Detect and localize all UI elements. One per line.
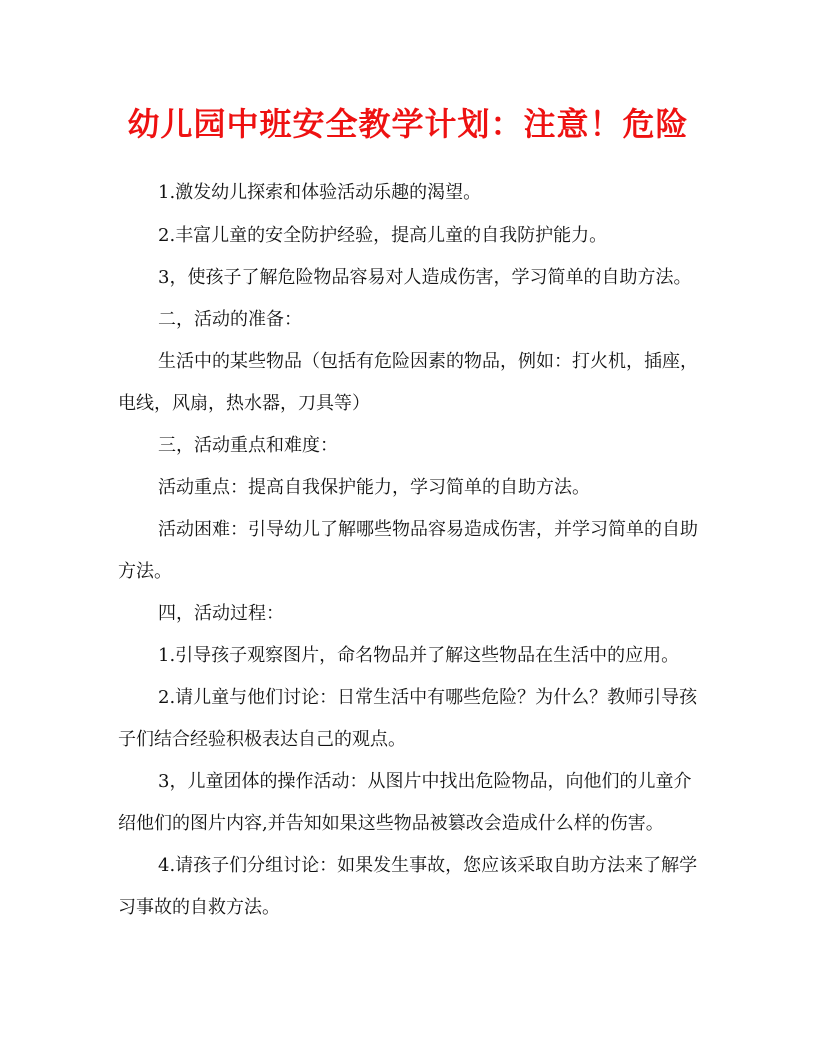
heading-process: 四，活动过程： — [158, 603, 284, 624]
paragraph-process-2: 2.请儿童与他们讨论：日常生活中有哪些危险？为什么？教师引导孩子们结合经验积极表达自己的观点。 — [118, 687, 698, 750]
paragraph-key-point: 活动重点：提高自我保护能力，学习简单的自助方法。 — [158, 477, 590, 498]
paragraph-difficulty: 活动困难：引导幼儿了解哪些物品容易造成伤害，并学习简单的自助方法。 — [118, 519, 698, 582]
paragraph-process-1: 1.引导孩子观察图片，命名物品并了解这些物品在生活中的应用。 — [158, 645, 680, 666]
paragraph-objective-3: 3，使孩子了解危险物品容易对人造成伤害，学习简单的自助方法。 — [158, 267, 692, 288]
paragraph-process-3: 3，儿童团体的操作活动：从图片中找出危险物品，向他们的儿童介绍他们的图片内容,并告知如果这些物品被篡改会造成什么样的伤害。 — [118, 771, 692, 834]
heading-key-points: 三，活动重点和难度： — [158, 435, 338, 456]
paragraph-objective-1: 1.激发幼儿探索和体验活动乐趣的渴望。 — [158, 182, 482, 203]
paragraph-objective-2: 2.丰富儿童的安全防护经验，提高儿童的自我防护能力。 — [158, 225, 608, 246]
document-title: 幼儿园中班安全教学计划：注意！危险 — [127, 105, 689, 143]
heading-preparation: 二，活动的准备： — [158, 309, 302, 330]
paragraph-process-4: 4.请孩子们分组讨论：如果发生事故，您应该采取自助方法来了解学习事故的自救方法。 — [118, 855, 698, 918]
paragraph-preparation: 生活中的某些物品（包括有危险因素的物品，例如：打火机，插座，电线，风扇，热水器，刀具等） — [118, 351, 698, 414]
